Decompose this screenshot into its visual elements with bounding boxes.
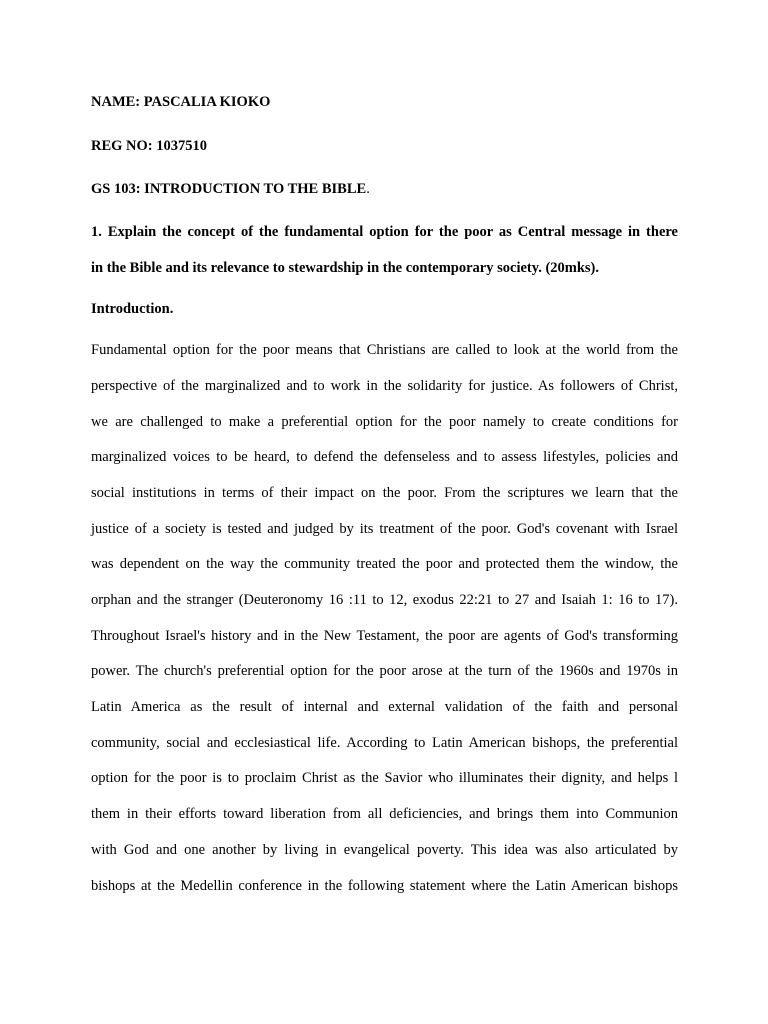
student-name-text: NAME: PASCALIA KIOKO (91, 94, 271, 110)
paragraph-line: community, social and ecclesiastical life. According to Latin American bishops, the preferential (91, 734, 678, 751)
student-name (91, 92, 678, 112)
paragraph-line: social institutions in terms of their impact on the poor. From the scriptures we learn that the (91, 484, 678, 501)
paragraph-line: bishops at the Medellin conference in the following statement where the Latin American bishops (91, 877, 678, 894)
paragraph-line: with God and one another by living in evangelical poverty. This idea was also articulated by (91, 841, 678, 858)
course-title (91, 179, 678, 199)
paragraph-line: Fundamental option for the poor means that Christians are called to look at the world from the (91, 342, 678, 359)
registration-number-text: REG NO: 1037510 (91, 138, 207, 154)
document-content (91, 92, 678, 904)
paragraph-line: them in their efforts toward liberation from all deficiencies, and brings them into Communion (91, 806, 678, 823)
paragraph-line: was dependent on the way the community treated the poor and protected them the window, the (91, 556, 678, 573)
section-heading: Introduction. (91, 301, 174, 318)
question-paragraph (91, 215, 678, 286)
paragraph-line: perspective of the marginalized and to work in the solidarity for justice. As followers of Christ, (91, 377, 678, 394)
course-title-period: . (366, 181, 370, 197)
paragraph-line: we are challenged to make a preferential option for the poor namely to create conditions for (91, 413, 678, 430)
paragraph-line: marginalized voices to be heard, to defend the defenseless and to assess lifestyles, policies and (91, 449, 678, 466)
question-line: in the Bible and its relevance to stewardship in the contemporary society. (20mks). (91, 259, 600, 276)
paragraph-line: option for the poor is to proclaim Christ as the Savior who illuminates their dignity, and helps l (91, 770, 678, 787)
paragraph-line: power. The church's preferential option for the poor arose at the turn of the 1960s and 1970s in (91, 663, 678, 680)
paragraph-line: justice of a society is tested and judged by its treatment of the poor. God's covenant with Israel (91, 520, 678, 537)
introduction-paragraph (91, 333, 678, 904)
course-title-text: GS 103: INTRODUCTION TO THE BIBLE (91, 181, 367, 197)
paragraph-line: Latin America as the result of internal and external validation of the faith and personal (91, 699, 678, 716)
paragraph-line: orphan and the stranger (Deuteronomy 16 :11 to 12, exodus 22:21 to 27 and Isaiah 1: 16 to 17). (91, 592, 678, 608)
question-line: 1. Explain the concept of the fundamental option for the poor as Central message in there (91, 224, 678, 240)
paragraph-line: Throughout Israel's history and in the New Testament, the poor are agents of God's transforming (91, 627, 678, 644)
registration-number (91, 136, 678, 156)
